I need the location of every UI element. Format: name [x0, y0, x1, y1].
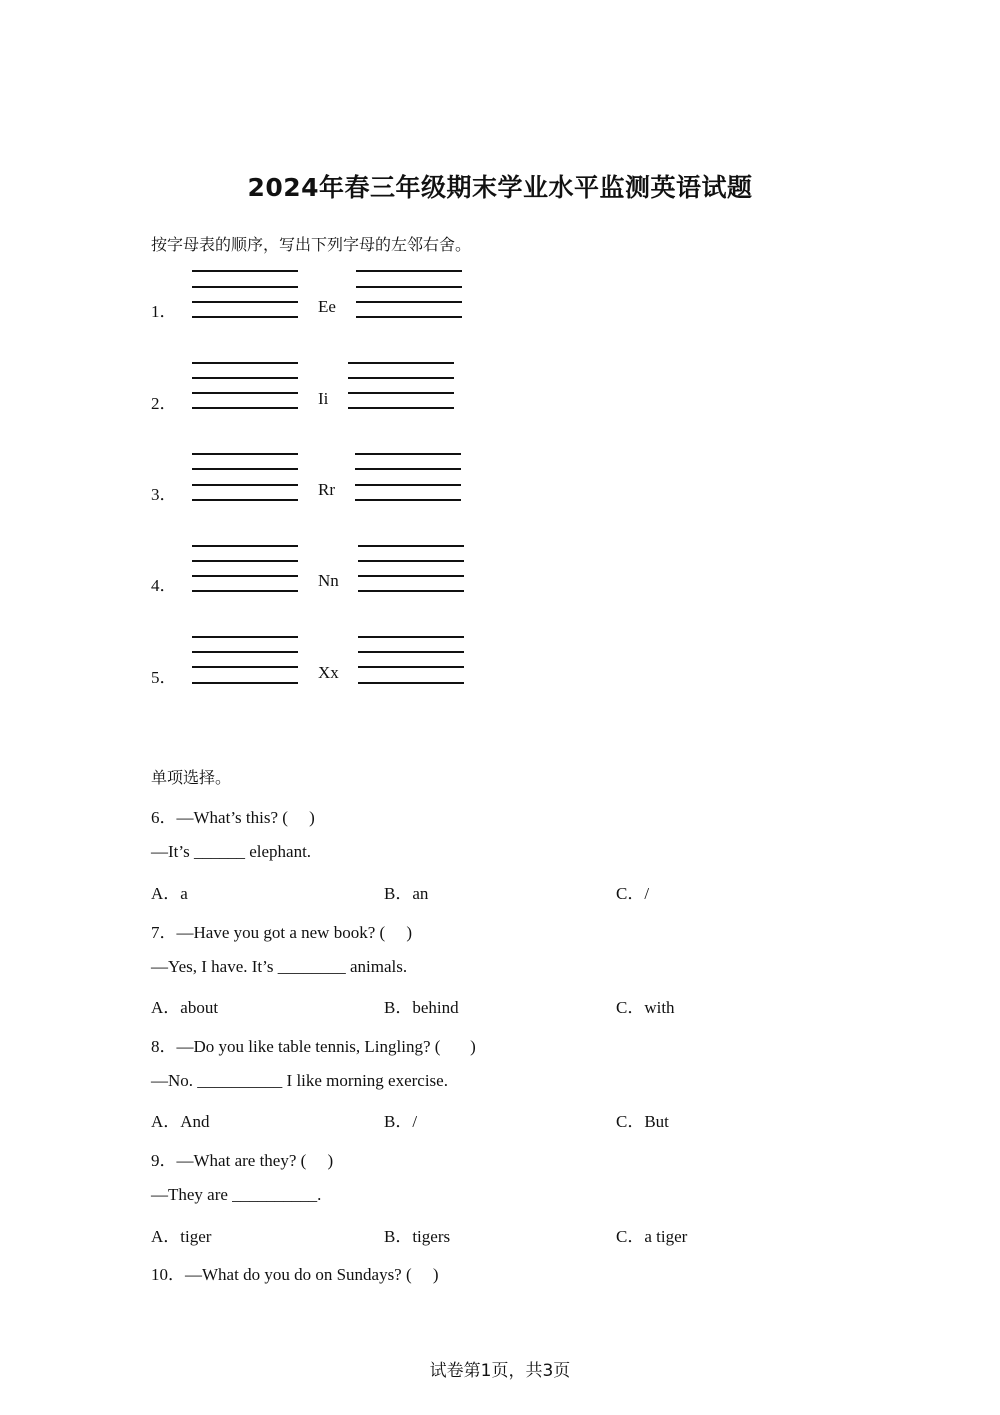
answer-prompt: —It’s ______ elephant. — [151, 842, 312, 861]
answer-blank[interactable] — [192, 316, 298, 318]
answer-blank[interactable] — [355, 468, 461, 470]
answer-blank[interactable] — [348, 407, 454, 409]
option-a[interactable]: A．And — [151, 1112, 210, 1131]
option-b[interactable]: B．behind — [384, 998, 459, 1017]
question-number: 2． — [151, 394, 177, 413]
answer-blank[interactable] — [192, 682, 298, 684]
section-1-instruction: 按字母表的顺序，写出下列字母的左邻右舍。 — [151, 235, 472, 254]
answer-blank[interactable] — [192, 468, 298, 470]
answer-blank[interactable] — [192, 590, 298, 592]
answer-blank[interactable] — [355, 453, 461, 455]
answer-blank[interactable] — [356, 270, 462, 272]
question-text: 8．—Do you like table tennis, Lingling? ( ) — [151, 1037, 476, 1056]
answer-blank[interactable] — [348, 377, 454, 379]
answer-blank[interactable] — [355, 499, 461, 501]
option-a[interactable]: A．tiger — [151, 1227, 212, 1246]
answer-blank[interactable] — [192, 407, 298, 409]
answer-blank[interactable] — [192, 377, 298, 379]
given-letter: Nn — [318, 571, 339, 590]
answer-blank[interactable] — [356, 316, 462, 318]
answer-prompt: —Yes, I have. It’s ________ animals. — [151, 957, 408, 976]
answer-blank[interactable] — [192, 545, 298, 547]
given-letter: Ee — [318, 297, 336, 316]
option-c[interactable]: C．a tiger — [616, 1227, 688, 1246]
answer-blank[interactable] — [192, 362, 298, 364]
answer-blank[interactable] — [355, 484, 461, 486]
option-b[interactable]: B．/ — [384, 1112, 418, 1131]
answer-blank[interactable] — [348, 392, 454, 394]
answer-blank[interactable] — [356, 301, 462, 303]
question-text: 6．—What’s this? ( ) — [151, 808, 315, 827]
answer-blank[interactable] — [192, 651, 298, 653]
answer-blank[interactable] — [192, 636, 298, 638]
option-c[interactable]: C．But — [616, 1112, 669, 1131]
option-b[interactable]: B．tigers — [384, 1227, 451, 1246]
section-2-instruction: 单项选择。 — [151, 768, 232, 787]
answer-blank[interactable] — [192, 270, 298, 272]
option-b[interactable]: B．an — [384, 884, 429, 903]
answer-blank[interactable] — [192, 484, 298, 486]
option-a[interactable]: A．about — [151, 998, 219, 1017]
answer-blank[interactable] — [192, 392, 298, 394]
answer-blank[interactable] — [192, 301, 298, 303]
given-letter: Xx — [318, 663, 339, 682]
answer-blank[interactable] — [358, 560, 464, 562]
answer-prompt: —No. __________ I like morning exercise. — [151, 1071, 448, 1090]
page-footer: 试卷第1页，共3页 — [429, 1361, 571, 1381]
answer-blank[interactable] — [348, 362, 454, 364]
answer-blank[interactable] — [358, 636, 464, 638]
given-letter: Rr — [318, 480, 335, 499]
answer-blank[interactable] — [192, 499, 298, 501]
question-text: 9．—What are they? ( ) — [151, 1151, 334, 1170]
answer-blank[interactable] — [192, 575, 298, 577]
question-number: 4． — [151, 576, 177, 595]
answer-blank[interactable] — [358, 545, 464, 547]
answer-blank[interactable] — [358, 590, 464, 592]
answer-blank[interactable] — [358, 666, 464, 668]
answer-blank[interactable] — [356, 286, 462, 288]
question-number: 3． — [151, 485, 177, 504]
option-a[interactable]: A．a — [151, 884, 188, 903]
question-number: 1． — [151, 302, 177, 321]
question-text: 7．—Have you got a new book? ( ) — [151, 923, 413, 942]
answer-blank[interactable] — [358, 682, 464, 684]
answer-blank[interactable] — [192, 666, 298, 668]
question-text: 10．—What do you do on Sundays? ( ) — [151, 1265, 439, 1284]
answer-blank[interactable] — [192, 453, 298, 455]
answer-prompt: —They are __________. — [151, 1185, 322, 1204]
given-letter: Ii — [318, 389, 329, 408]
answer-blank[interactable] — [358, 575, 464, 577]
answer-blank[interactable] — [358, 651, 464, 653]
answer-blank[interactable] — [192, 286, 298, 288]
option-c[interactable]: C．/ — [616, 884, 650, 903]
option-c[interactable]: C．with — [616, 998, 675, 1017]
answer-blank[interactable] — [192, 560, 298, 562]
question-number: 5． — [151, 668, 177, 687]
page-title: 2024年春三年级期末学业水平监测英语试题 — [247, 173, 753, 202]
